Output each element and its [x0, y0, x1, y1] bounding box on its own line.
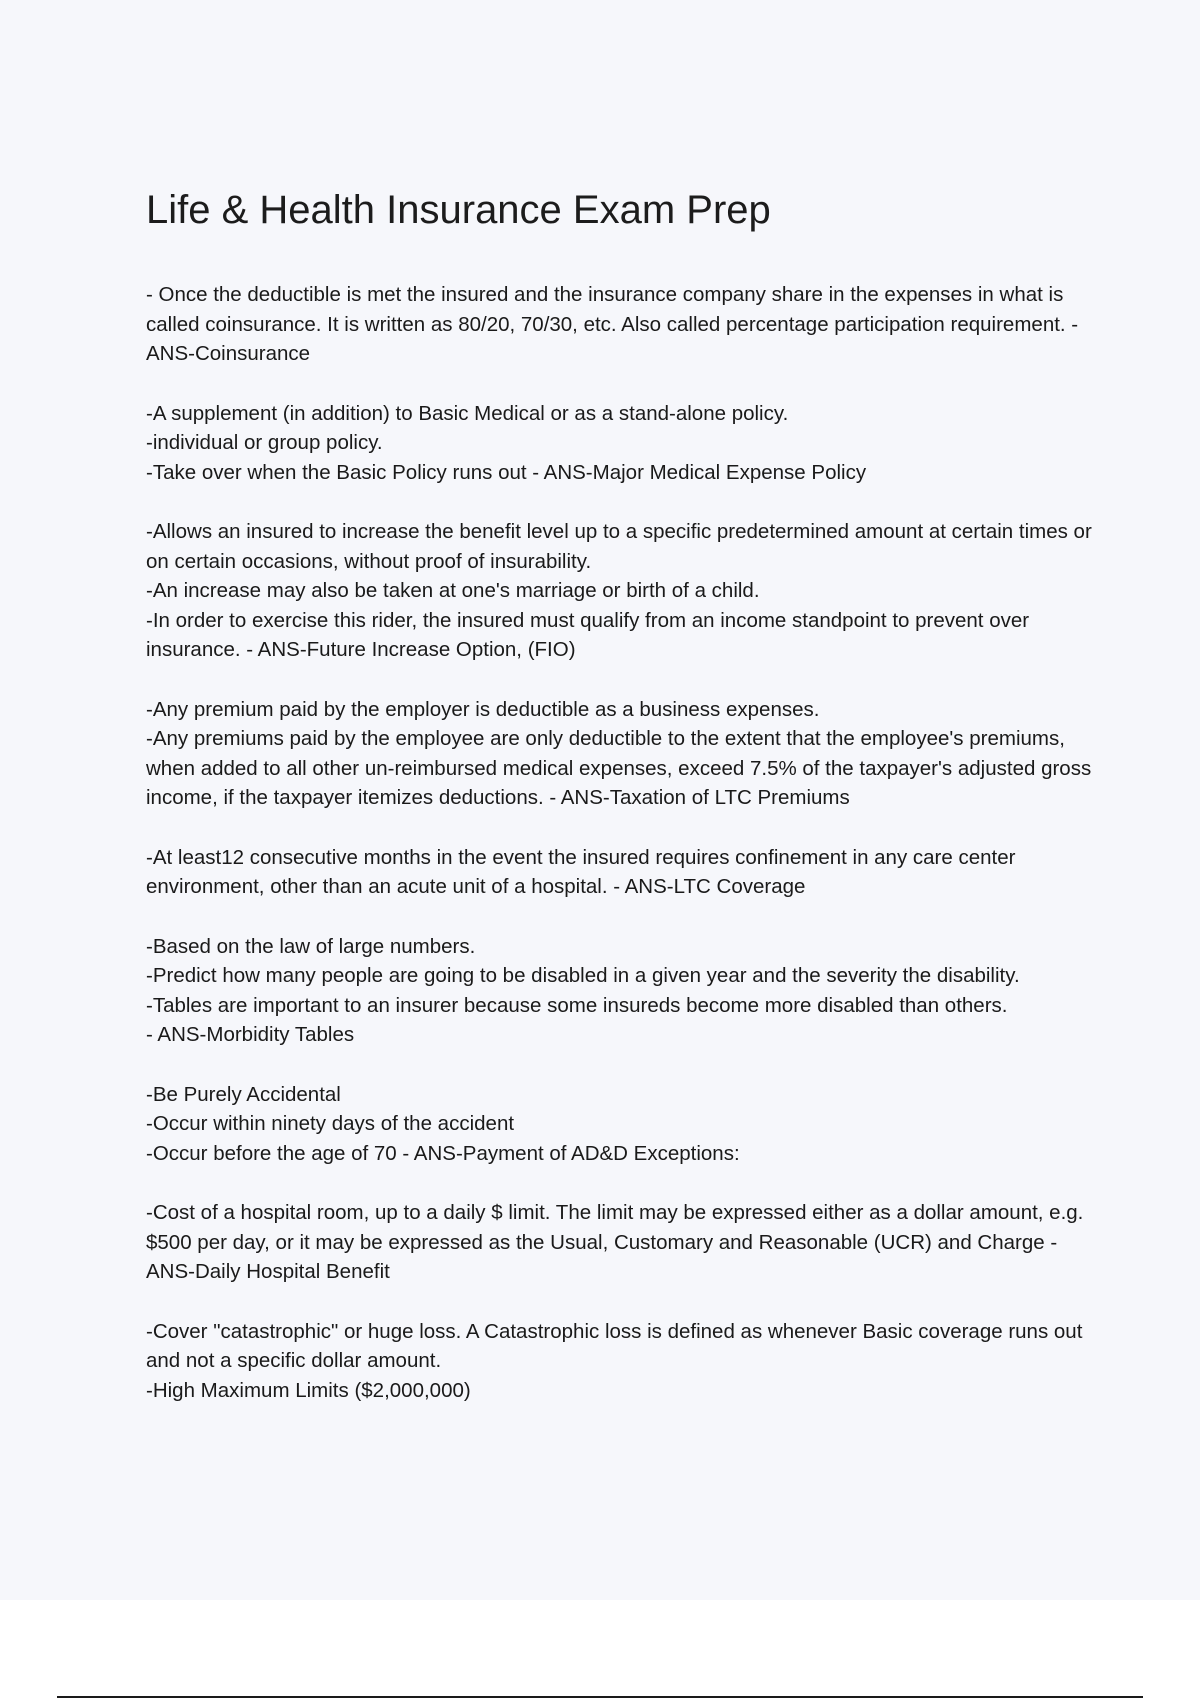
- qa-line: - Once the deductible is met the insured and the insurance company share in the expenses in what is called coinsurance. It is written as 80/20, 70/30, etc. Also called percentage participation requirement. - ANS-Coinsurance: [146, 283, 1079, 365]
- qa-line: -Cost of a hospital room, up to a daily $ limit. The limit may be expressed either as a dollar amount, e.g. $500 per day, or it may be expressed as the Usual, Customary and Reasonable (UCR) and Charge - ANS-Daily Hospital Benefit: [146, 1201, 1084, 1283]
- document-content: [146, 182, 1096, 1435]
- qa-line: -Any premium paid by the employer is deductible as a business expenses.: [146, 697, 820, 721]
- qa-line: -Cover "catastrophic" or huge loss. A Catastrophic loss is defined as whenever Basic coverage runs out and not a specific dollar amount.: [146, 1319, 1083, 1372]
- qa-line: -Any premiums paid by the employee are only deductible to the extent that the employee's premiums, when added to all other un-reimbursed medical expenses, exceed 7.5% of the taxpayer's adjusted gross income, if the taxpayer itemizes deductions. - ANS-Taxation of LTC Premiums: [146, 727, 1092, 809]
- qa-block: [146, 695, 1096, 813]
- qa-line: - ANS-Morbidity Tables: [146, 1023, 355, 1046]
- qa-line: -individual or group policy.: [146, 431, 383, 454]
- qa-line: -High Maximum Limits ($2,000,000): [146, 1378, 471, 1402]
- qa-block: [146, 932, 1096, 1050]
- qa-line: -An increase may also be taken at one's marriage or birth of a child.: [146, 579, 760, 602]
- qa-line: -Allows an insured to increase the benefit level up to a specific predetermined amount at certain times or on certain occasions, without proof of insurability.: [146, 520, 1092, 573]
- qa-line: -Be Purely Accidental: [146, 1082, 341, 1106]
- qa-line: -At least12 consecutive months in the event the insured requires confinement in any care center environment, other than an acute unit of a hospital. - ANS-LTC Coverage: [146, 845, 1016, 898]
- qa-block: [146, 1198, 1096, 1287]
- qa-line: -Tables are important to an insurer because some insureds become more disabled than others.: [146, 993, 1008, 1017]
- qa-block: [146, 1317, 1096, 1406]
- qa-block: [146, 280, 1096, 369]
- qa-block: [146, 1080, 1096, 1169]
- qa-line: -Occur within ninety days of the accident: [146, 1112, 515, 1135]
- qa-line: -In order to exercise this rider, the insured must qualify from an income standpoint to prevent over insurance. - ANS-Future Increase Option, (FIO): [146, 608, 1030, 661]
- qa-line: -Based on the law of large numbers.: [146, 934, 476, 958]
- qa-line: -Take over when the Basic Policy runs out - ANS-Major Medical Expense Policy: [146, 460, 867, 484]
- qa-block: [146, 843, 1096, 902]
- footer-divider: [57, 1696, 1143, 1698]
- qa-line: -A supplement (in addition) to Basic Medical or as a stand-alone policy.: [146, 401, 789, 425]
- qa-line: -Predict how many people are going to be disabled in a given year and the severity the disability.: [146, 964, 1020, 987]
- document-title: Life & Health Insurance Exam Prep: [146, 188, 771, 232]
- qa-block: [146, 517, 1096, 665]
- qa-line: -Occur before the age of 70 - ANS-Payment of AD&D Exceptions:: [146, 1141, 740, 1165]
- qa-block: [146, 399, 1096, 488]
